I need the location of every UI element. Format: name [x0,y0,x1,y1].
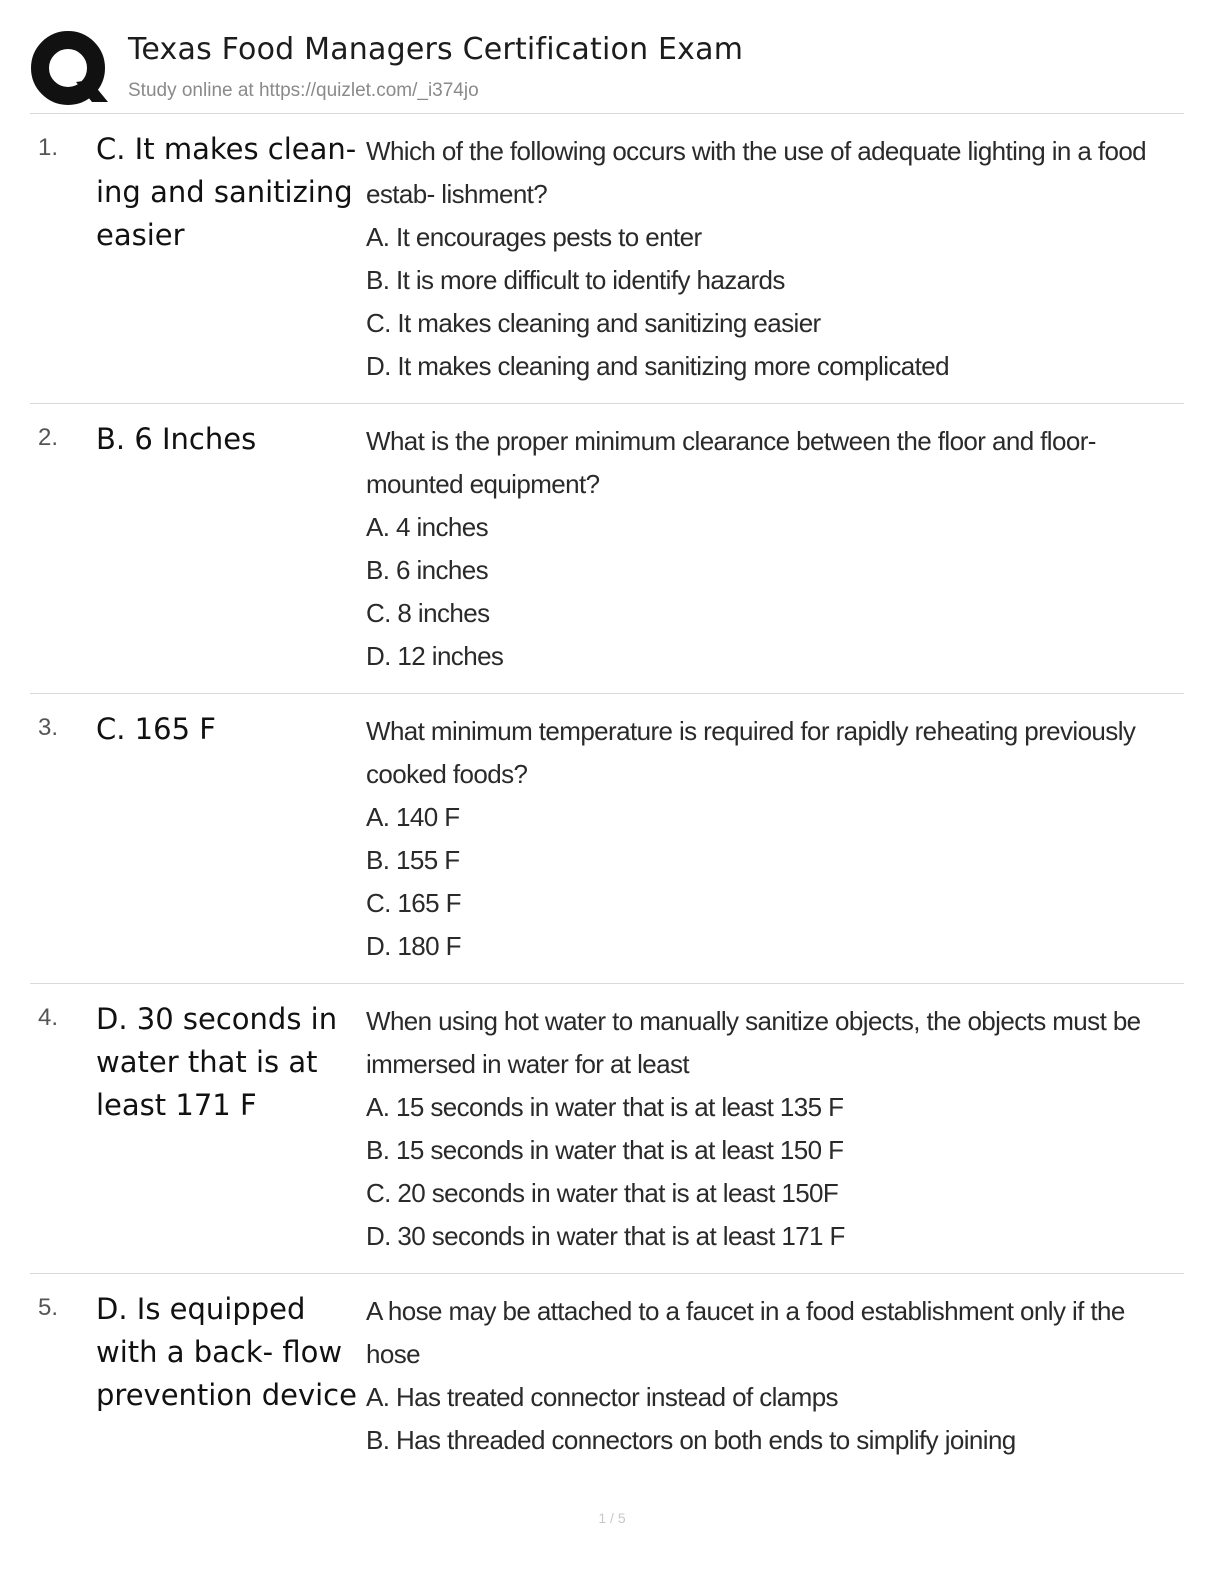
card-question [366,1290,1178,1462]
card-number: 1. [38,134,59,161]
question-stem: When using hot water to manually sanitize objects, the objects must be immersed in water for at least [366,1006,1141,1079]
option-c: C. 8 inches [366,598,490,628]
quizlet-q-logo-icon [30,30,110,110]
option-d: D. It makes cleaning and sanitizing more complicated [366,351,949,381]
option-b: B. 6 inches [366,555,489,585]
option-b: B. 155 F [366,845,460,875]
option-d: D. 12 inches [366,641,504,671]
card-answer: D. 30 seconds in water that is at least 171 F [96,1002,338,1122]
option-c: C. 165 F [366,888,461,918]
option-a: A. It encourages pests to enter [366,222,702,252]
question-stem: What is the proper minimum clearance between the floor and floor-mounted equipment? [366,426,1096,499]
card-number: 4. [38,1004,59,1031]
option-a: A. 4 inches [366,512,489,542]
option-d: D. 180 F [366,931,461,961]
flashcard-4 [30,984,1184,1274]
card-question [366,710,1178,968]
flashcard-list [30,114,1184,1564]
study-online-link[interactable]: Study online at https://quizlet.com/_i374jo [128,80,479,101]
card-number: 5. [38,1294,59,1321]
option-b: B. 15 seconds in water that is at least 150 F [366,1135,844,1165]
option-a: A. Has treated connector instead of clamps [366,1382,838,1412]
option-b: B. Has threaded connectors on both ends to simplify joining [366,1425,1016,1455]
option-a: A. 15 seconds in water that is at least 135 F [366,1092,844,1122]
card-answer: B. 6 Inches [96,422,257,456]
card-answer: D. Is equipped with a back- flow prevention device [96,1292,357,1412]
card-question [366,1000,1178,1258]
question-stem: Which of the following occurs with the use of adequate lighting in a food estab- lishment? [366,136,1147,209]
flashcard-1 [30,114,1184,404]
card-answer: C. 165 F [96,712,216,746]
option-b: B. It is more difficult to identify hazards [366,265,785,295]
option-c: C. 20 seconds in water that is at least 150F [366,1178,839,1208]
option-c: C. It makes cleaning and sanitizing easier [366,308,821,338]
card-question [366,420,1178,678]
option-d: D. 30 seconds in water that is at least 171 F [366,1221,845,1251]
question-stem: A hose may be attached to a faucet in a food establishment only if the hose [366,1296,1125,1369]
page-title: Texas Food Managers Certification Exam [128,32,744,67]
question-stem: What minimum temperature is required for rapidly reheating previously cooked foods? [366,716,1136,789]
card-answer: C. It makes clean- ing and sanitizing easier [96,132,357,252]
card-number: 3. [38,714,59,741]
option-a: A. 140 F [366,802,460,832]
page-number: 1 / 5 [598,1510,626,1526]
flashcard-2 [30,404,1184,694]
flashcard-3 [30,694,1184,984]
card-number: 2. [38,424,59,451]
card-question [366,130,1178,388]
page-header [30,28,1184,114]
